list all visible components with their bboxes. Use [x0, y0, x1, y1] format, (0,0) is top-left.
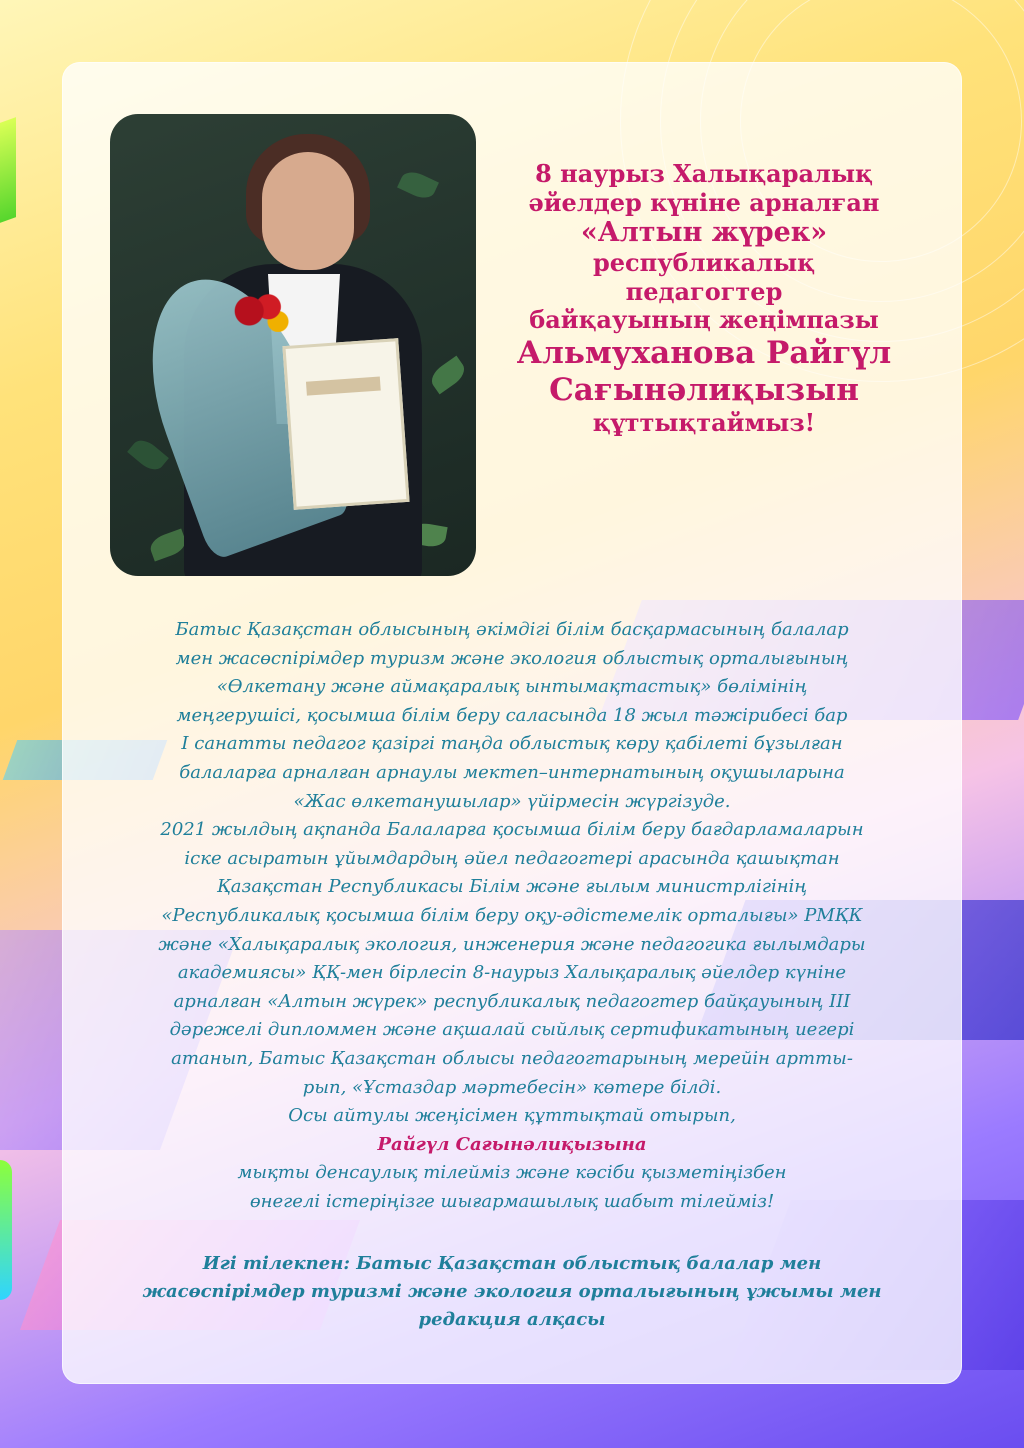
body-line: атанып, Батыс Қазақстан облысы педагогтарының мерейін артты- [171, 1047, 853, 1069]
body-line: Батыс Қазақстан облысының әкімдігі білім басқармасының балалар [175, 619, 849, 640]
body-line: «Жас өлкетанушылар» үйірмесін жүргізуде. [293, 790, 731, 812]
body-text [100, 616, 924, 1216]
body-line: арналған «Алтын жүрек» республикалық педагогтер байқауының III [173, 990, 851, 1012]
body-name-line: Райгүл Сағынәлиқызына [377, 1133, 647, 1155]
body-line: меңгерушісі, қосымша білім беру саласында 18 жыл тәжірибесі бар [176, 704, 848, 726]
awardee-name: Альмуханова Райгүл [516, 334, 892, 371]
awardee-patronymic: Сағынәлиқызын [549, 371, 859, 408]
headline-line: республикалық [592, 248, 816, 278]
headline-line: байқауының жеңімпазы [529, 305, 879, 335]
signature-block [100, 1250, 924, 1334]
body-line: рып, «Ұстаздар мәртебесін» көтере білді. [302, 1076, 722, 1098]
body-line: I санатты педагог қазіргі таңда облыстық көру қабілеті бұзылған [181, 733, 843, 755]
body-line: дәрежелі дипломмен және ақшалай сыйлық сертификатының иегері [169, 1019, 855, 1041]
person-face [262, 152, 354, 270]
body-line: 2021 жылдың ақпанда Балаларға қосымша білім беру бағдарламаларын [160, 819, 864, 841]
body-line: академиясы» ҚҚ-мен бірлесіп 8-наурыз Халықаралық әйелдер күніне [177, 962, 847, 984]
signature-line: редакция алқасы [418, 1309, 606, 1330]
decorative-accent [0, 1160, 12, 1300]
headline-line: 8 наурыз Халықаралық [535, 159, 873, 188]
headline-line: әйелдер күніне арналған [528, 187, 880, 217]
headline [494, 160, 914, 437]
body-line: және «Халықаралық экология, инженерия және педагогика ғылымдары [158, 933, 866, 955]
body-line: балаларға арналған арнаулы мектеп–интернатының оқушыларына [179, 761, 845, 783]
body-line: іске асыратын ұйымдардың әйел педагогтері арасында қашықтан [184, 847, 840, 869]
signature-line: жасөспірімдер туризмі және экология орталығының ұжымы мен [142, 1281, 882, 1302]
body-line: өнегелі істеріңізге шығармашылық шабыт тілейміз! [249, 1190, 775, 1212]
signature-line: Игі тілекпен: Батыс Қазақстан облыстық балалар мен [202, 1253, 822, 1274]
headline-line: педагогтер [625, 276, 783, 306]
diploma-certificate [282, 338, 409, 510]
body-line: Қазақстан Республикасы Білім және ғылым министрлігінің [216, 876, 808, 898]
body-line: «Республикалық қосымша білім беру оқу-әдістемелік орталығы» РМҚК [161, 904, 863, 926]
body-line: мен жасөспірімдер туризм және экология облыстық орталығының [175, 647, 849, 669]
body-line: Осы айтулы жеңісімен құттықтай отырып, [288, 1105, 736, 1127]
leaf [397, 167, 439, 202]
leaf [127, 435, 169, 475]
headline-line: «Алтын жүрек» [580, 217, 828, 249]
leaf [147, 529, 188, 562]
congratulations-line: құттықтаймыз! [592, 407, 816, 437]
body-line: мықты денсаулық тілейміз және кәсіби қызметіңізбен [237, 1162, 787, 1184]
decorative-accent [0, 117, 16, 223]
body-line: «Өлкетану және аймақаралық ынтымақтастық» бөлімінің [216, 676, 808, 698]
leaf [427, 356, 469, 395]
portrait-photo [110, 114, 476, 576]
roses [230, 290, 294, 332]
